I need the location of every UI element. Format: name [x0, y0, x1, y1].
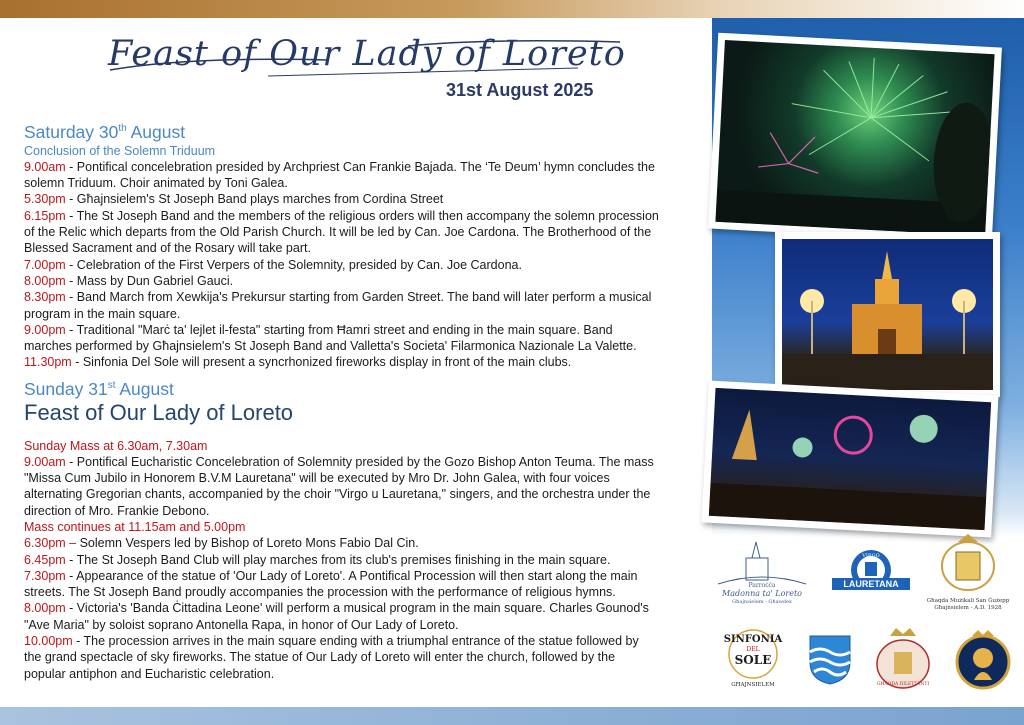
entry-time: 9.00am	[24, 159, 66, 174]
entry-time: 5.30pm	[24, 192, 66, 207]
entry-text: - Celebration of the First Verpers of the Solemnity, presided by Can. Joe Cardona.	[65, 257, 522, 272]
entry-text: - Pontifical concelebration presided by Archpriest Can Frankie Bajada. The ‘Te Deum’ hymn concludes the	[65, 159, 655, 174]
sunday-month: August	[115, 378, 174, 399]
ghajnsielem-shield-icon	[806, 634, 854, 686]
entry-text: - Traditional "Marċ ta' lejlet il-festa" starting from Ħamri street and ending in the main square. Band	[65, 322, 613, 337]
sunday-day: Sunday 31	[24, 378, 108, 399]
church-photo	[775, 232, 1000, 397]
schedule-entry	[24, 257, 704, 273]
fireworks-image	[715, 40, 994, 236]
saturday-month: August	[126, 121, 186, 142]
entry-text: - The procession arrives in the main square ending with a triumphal entrance of the statue followed by	[72, 634, 639, 649]
entry-time: 8.30pm	[24, 290, 66, 305]
schedule-entry	[24, 191, 704, 207]
entry-continuation: "Ave Maria" by soloist soprano Antonella Rapa, in honor of Our Lady of Loreto.	[24, 617, 459, 632]
entry-continuation: marches performed by Għajnsielem's St Joseph Band and Valletta's Societa' Filarmonica Nazionale La Valette.	[24, 339, 637, 354]
saturday-day-suffix: th	[118, 123, 127, 134]
entry-continuation: popular antiphon and Eucharistic celebration.	[24, 666, 275, 681]
lauretana-logo-top: VIRGO	[862, 553, 880, 559]
entry-text: - Pontifical Eucharistic Concelebration of Solemnity presided by the Gozo Bishop Anton Teuma. The mass	[65, 454, 654, 469]
schedule-entry	[24, 568, 704, 584]
lauretana-choir-logo	[832, 548, 910, 594]
entry-time: 9.00am	[24, 454, 66, 469]
schedule-entry	[24, 600, 704, 616]
procession-image	[709, 388, 991, 530]
entry-text: - The St Joseph Band and the members of the religious orders will then accompany the solemn procession	[65, 208, 659, 223]
entry-text: - Appearance of the statue of 'Our Lady of Loreto'. A Pontifical Procession will then start along the main	[65, 568, 638, 583]
saturday-subtitle: Conclusion of the Solemn Triduum	[24, 143, 216, 158]
mass-continues-line: Mass continues at 11.15am and 5.00pm	[24, 520, 246, 534]
sinfonia-del-sole-logo	[718, 622, 788, 694]
entry-text: - Mass by Dun Gabriel Gauci.	[65, 273, 234, 288]
schedule-entry	[24, 552, 704, 568]
sinfonia-logo-line3: GĦAJNSIELEM	[731, 682, 775, 688]
schedule-content	[24, 118, 704, 682]
entry-time: 8.00pm	[24, 601, 66, 616]
madonna-emblem-logo	[950, 628, 1016, 694]
page-title: Feast of Our Lady of Loreto	[108, 34, 626, 74]
entry-time: 11.30pm	[24, 355, 72, 370]
entry-text: - Għajnsielem's St Joseph Band plays marches from Cordina Street	[65, 192, 444, 207]
sunday-schedule-list-b	[24, 535, 704, 682]
lauretana-logo-banner: LAURETANA	[832, 578, 910, 590]
band-club-crest	[920, 532, 1016, 618]
schedule-entry	[24, 322, 704, 338]
entry-time: 8.00pm	[24, 273, 66, 288]
entry-time: 7.30pm	[24, 568, 66, 583]
entry-continuation: solemn Triduum. Choir animated by Toni Galea.	[24, 176, 288, 191]
schedule-entry	[24, 633, 704, 649]
entry-continuation: of the Relic which departs from the Old Parish Church. It will be led by Can. Joe Cardona. The Brotherhood of the	[24, 225, 652, 240]
entry-time: 10.00pm	[24, 634, 73, 649]
entry-continuation: Blessed Sacrament and of the Rosary will take part.	[24, 241, 311, 256]
band-crest-line1: Għaqda Mużikali San Ġużepp	[926, 598, 1010, 604]
bottom-decorative-bar	[0, 707, 1024, 725]
entry-text: - Band March from Xewkija's Prekursur starting from Garden Street. The band will later perform a musical	[65, 290, 652, 305]
sinfonia-logo-line1: SINFONIA	[723, 634, 783, 645]
entry-continuation: direction of Mro. Frankie Debono.	[24, 503, 210, 518]
crowned-crest-logo	[870, 626, 936, 694]
parish-logo	[716, 540, 808, 610]
sunday-schedule-list-a	[24, 454, 704, 519]
entry-time: 6.45pm	[24, 552, 66, 567]
entry-time: 9.00pm	[24, 322, 66, 337]
parish-logo-line1: Parroċċa	[748, 582, 776, 589]
entry-continuation: program in the main square.	[24, 306, 181, 321]
sunday-day-suffix: st	[107, 379, 116, 391]
entry-text: - Sinfonia Del Sole will present a syncrhonized fireworks display in front of the main clubs.	[71, 355, 572, 370]
entry-time: 6.15pm	[24, 208, 66, 223]
schedule-entry	[24, 273, 704, 289]
parish-logo-line3: Għajnsielem - Għawdex	[732, 599, 792, 605]
entry-text: - Victoria's 'Banda Ċittadina Leone' will perform a musical program in the main square. Charles Gounod's	[65, 601, 649, 616]
saturday-schedule-list	[24, 159, 704, 371]
entry-continuation: "Missa Cum Jubilo in Honorem B.V.M Lauretana" will be executed by Mro Dr. John Galea, with four voices	[24, 471, 610, 486]
sunday-heading	[24, 375, 704, 400]
entry-continuation: alternating Gregorian chants, accompanied by the choir "Virgo u Lauretana," singers, and the orchestra under the	[24, 487, 651, 502]
schedule-entry	[24, 354, 704, 370]
sinfonia-logo-del: DEL	[746, 646, 760, 653]
event-date: 31st August 2025	[446, 80, 594, 100]
sinfonia-logo-line2: SOLE	[734, 653, 772, 667]
schedule-entry	[24, 289, 704, 305]
parish-logo-line2: Madonna ta' Loreto	[722, 589, 802, 598]
saturday-day: Saturday 30	[24, 121, 119, 142]
entry-time: 7.00pm	[24, 257, 66, 272]
procession-photo	[701, 381, 998, 538]
schedule-entry	[24, 208, 704, 224]
feast-heading: Feast of Our Lady of Loreto	[24, 399, 294, 425]
entry-continuation: the grand spectacle of sky fireworks. The statue of Our Lady of Loreto will enter the church, followed by the	[24, 650, 616, 665]
fireworks-photo	[708, 33, 1002, 244]
sunday-mass-times: Sunday Mass at 6.30am, 7.30am	[24, 438, 208, 453]
schedule-entry	[24, 454, 704, 470]
band-crest-line2: Għajnsielem - A.D. 1928	[934, 605, 1002, 611]
entry-text: Solemn Vespers led by Bishop of Loreto Mons Fabio Dal Cin.	[76, 536, 419, 551]
entry-text: - The St Joseph Band Club will play marches from its club's premises finishing in the main square.	[65, 552, 611, 567]
entry-time: 6.30pm –	[24, 536, 77, 551]
schedule-entry	[24, 535, 704, 551]
crowned-crest-text: GĦAQDA DILETTANTI	[876, 682, 930, 687]
church-image	[782, 239, 993, 390]
schedule-entry	[24, 159, 704, 175]
saturday-heading	[24, 118, 704, 143]
entry-continuation: streets. The St Joseph Band proudly accompanies the procession with the performance of religious hymns.	[24, 585, 616, 600]
top-decorative-bar	[0, 0, 1024, 18]
